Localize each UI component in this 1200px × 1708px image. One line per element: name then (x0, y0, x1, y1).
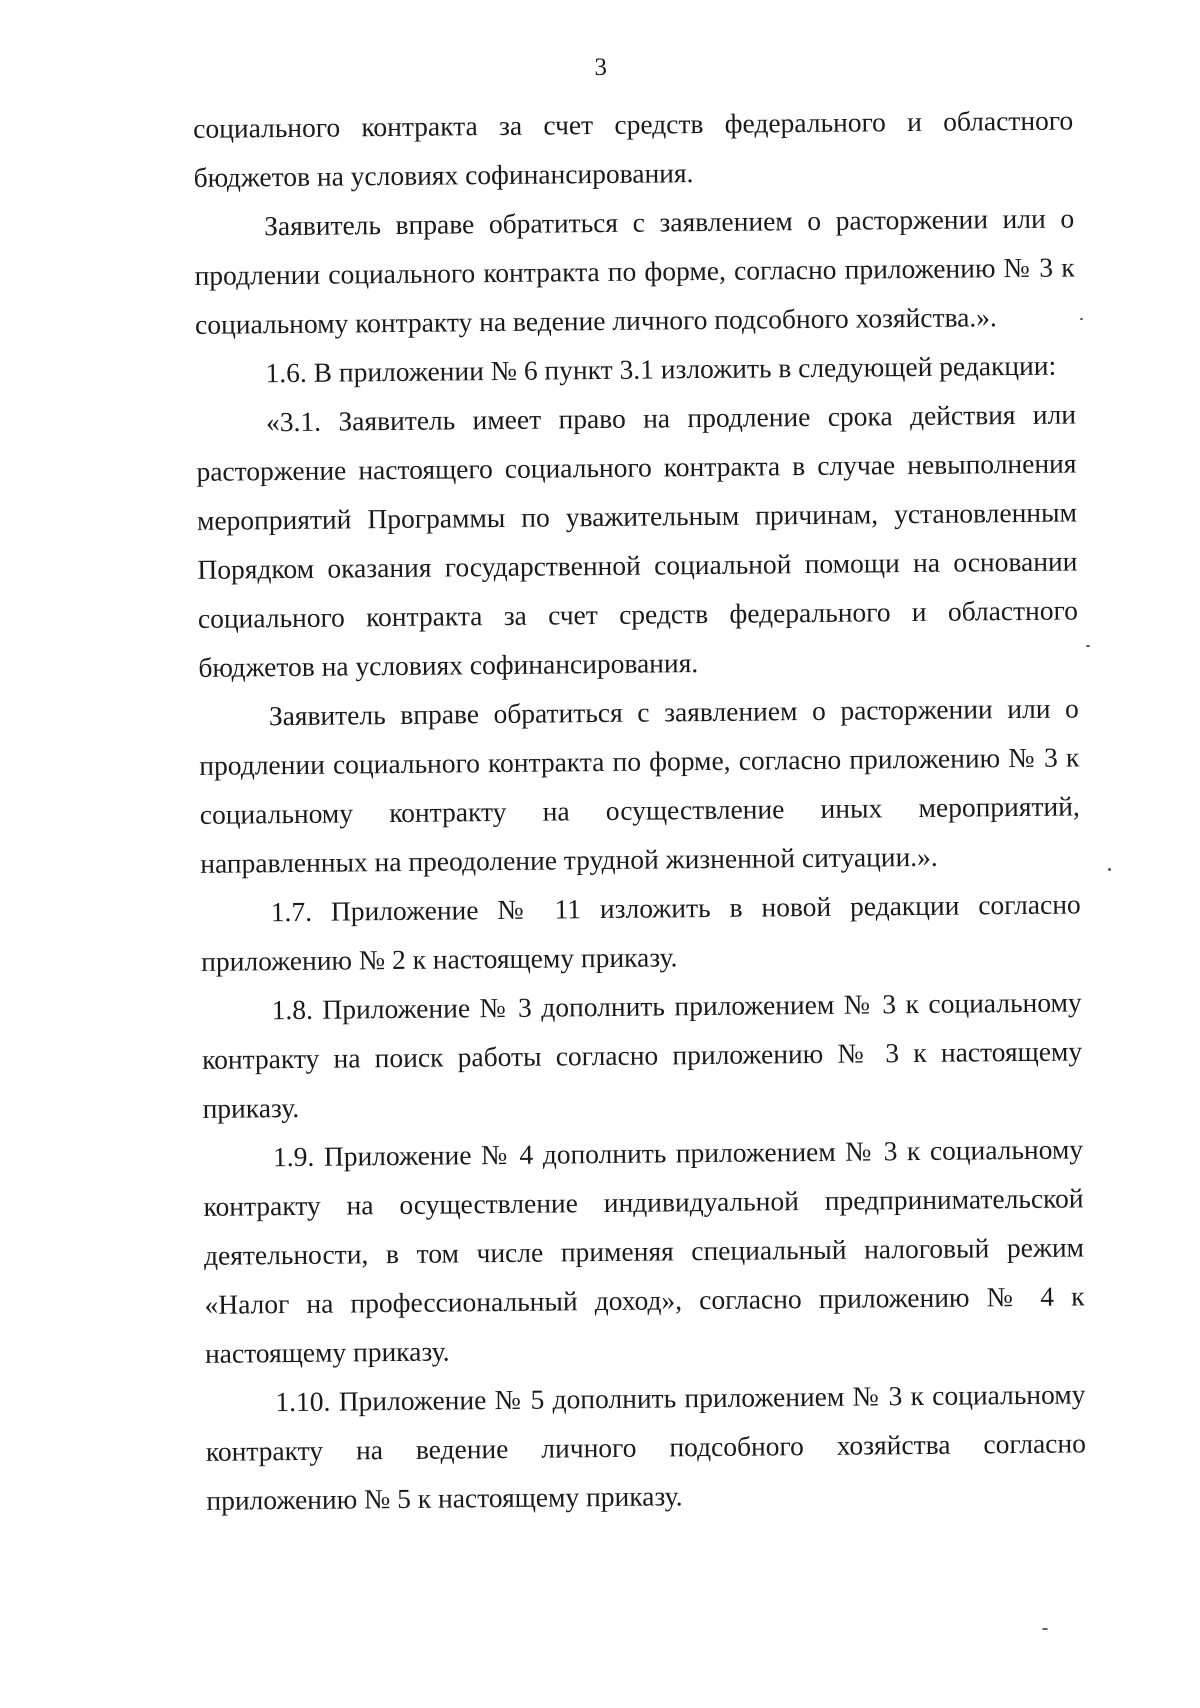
paragraph-item-1-9: 1.9. Приложение № 4 дополнить приложением № 3 к социальному контракту на осуществление индивидуальной предпринимательской деятельности, в том числе применяя специальный налоговый режим «Налог на профессиональный доход», согласно приложению № 4 к настоящему приказу. (203, 1133, 1085, 1369)
paragraph-continuation: социального контракта за счет средств федерального и областного бюджетов на условиях софинансирования. (193, 104, 1074, 193)
paragraph-item-1-6: 1.6. В приложении № 6 пункт 3.1 изложить в следующей редакции: (265, 349, 1057, 389)
page-number: 3 (594, 53, 608, 82)
scan-speck (1108, 868, 1111, 871)
document-body (193, 95, 1087, 1524)
paragraph-applicant-rights-2: Заявитель вправе обратиться с заявлением о расторжении или о продлении социального контракта по форме, согласно приложению № 3 к социальному контракту на осуществление иных мероприятий, направленных на преодоление трудной жизненной ситуации.». (199, 692, 1080, 879)
scan-speck (1086, 645, 1090, 647)
scan-speck (1042, 1628, 1048, 1630)
scan-speck (1080, 318, 1083, 320)
paragraph-item-1-10: 1.10. Приложение № 5 дополнить приложением № 3 к социальному контракту на ведение личного подсобного хозяйства согласно приложению № 5 к настоящему приказу. (205, 1378, 1087, 1516)
paragraph-item-1-7: 1.7. Приложение № 11 изложить в новой редакции согласно приложению № 2 к настоящему приказу. (201, 888, 1081, 977)
paragraph-item-3-1: «3.1. Заявитель имеет право на продление срока действия или расторжение настоящего социального контракта в случае невыполнения мероприятий Программы по уважительным причинам, установленным Порядком оказания государственной социальной помощи на основании социального контракта за счет средств федерального и областного бюджетов на условиях софинансирования. (196, 398, 1079, 683)
paragraph-item-1-8: 1.8. Приложение № 3 дополнить приложением № 3 к социальному контракту на поиск работы согласно приложению № 3 к настоящему приказу. (202, 986, 1083, 1124)
paragraph-applicant-rights-1: Заявитель вправе обратиться с заявлением о расторжении или о продлении социального контракта по форме, согласно приложению № 3 к социальному контракту на ведение личного подсобного хозяйства.». (194, 202, 1075, 340)
